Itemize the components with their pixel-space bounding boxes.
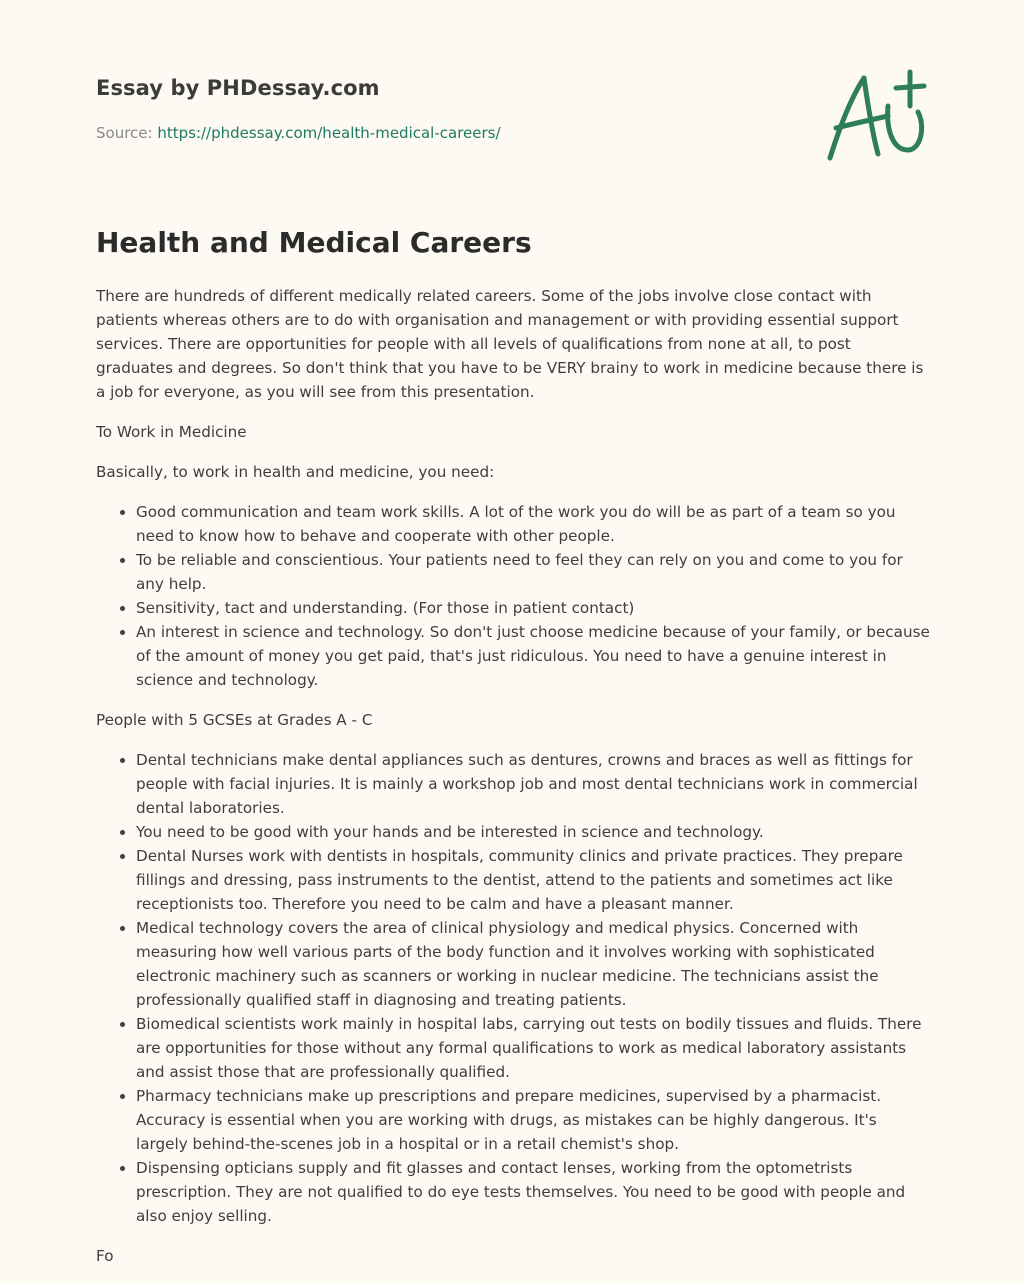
list-item: • You need to be good with your hands and be interested in science and technology. [136,820,932,844]
list-item: • An interest in science and technology. So don't just choose medicine because of your family, or because of the amount of money you get paid, that's just ridiculous. You need to have a genuine interest in science and technology. [136,620,932,692]
source-line [96,124,501,142]
intro-paragraph: There are hundreds of different medically related careers. Some of the jobs involve close contact with patients whereas others are to do with organisation and management or with providing essential support services. There are opportunities for people with all levels of qualifications from none at all, to post graduates and degrees. So don't think that you have to be VERY brainy to work in medicine because there is a job for everyone, as you will see from this presentation. [96,287,924,401]
list-item: • Sensitivity, tact and understanding. (For those in patient contact) [136,596,932,620]
list-item: • Dental technicians make dental appliances such as dentures, crowns and braces as well as fittings for people with facial injuries. It is mainly a workshop job and most dental technicians work in commercial dental laboratories. [136,748,932,820]
truncated-paragraph: Fo [96,1247,114,1265]
requirements-list [96,500,932,692]
a-plus-logo-icon [822,66,928,166]
list-item: • Good communication and team work skills. A lot of the work you do will be as part of a team so you need to know how to behave and cooperate with other people. [136,500,932,548]
section-heading: To Work in Medicine [96,423,247,441]
section-lead: Basically, to work in health and medicine, you need: [96,463,495,481]
source-label: Source: [96,124,158,142]
section-heading: People with 5 GCSEs at Grades A - C [96,711,373,729]
list-item: • Biomedical scientists work mainly in hospital labs, carrying out tests on bodily tissues and fluids. There are opportunities for those without any formal qualifications to work as medical laboratory assistants and assist those that are professionally qualified. [136,1012,932,1084]
brand-title: Essay by PHDessay.com [96,76,380,100]
list-item: • Pharmacy technicians make up prescriptions and prepare medicines, supervised by a pharmacist. Accuracy is essential when you are working with drugs, as mistakes can be highly dangerous. It's largely behind-the-scenes job in a hospital or in a retail chemist's shop. [136,1084,932,1156]
list-item: • Dental Nurses work with dentists in hospitals, community clinics and private practices. They prepare fillings and dressing, pass instruments to the dentist, attend to the patients and sometimes act like receptionists too. Therefore you need to be calm and have a pleasant manner. [136,844,932,916]
careers-list [96,748,932,1228]
source-link[interactable]: https://phdessay.com/health-medical-careers/ [157,124,501,142]
list-item: • To be reliable and conscientious. Your patients need to feel they can rely on you and come to you for any help. [136,548,932,596]
list-item: • Medical technology covers the area of clinical physiology and medical physics. Concerned with measuring how well various parts of the body function and it involves working with sophisticated electronic machinery such as scanners or working in nuclear medicine. The technicians assist the professionally qualified staff in diagnosing and treating patients. [136,916,932,1012]
list-item: • Dispensing opticians supply and fit glasses and contact lenses, working from the optometrists prescription. They are not qualified to do eye tests themselves. You need to be good with people and also enjoy selling. [136,1156,932,1228]
essay-title: Health and Medical Careers [96,226,532,259]
essay-body [96,284,932,1284]
